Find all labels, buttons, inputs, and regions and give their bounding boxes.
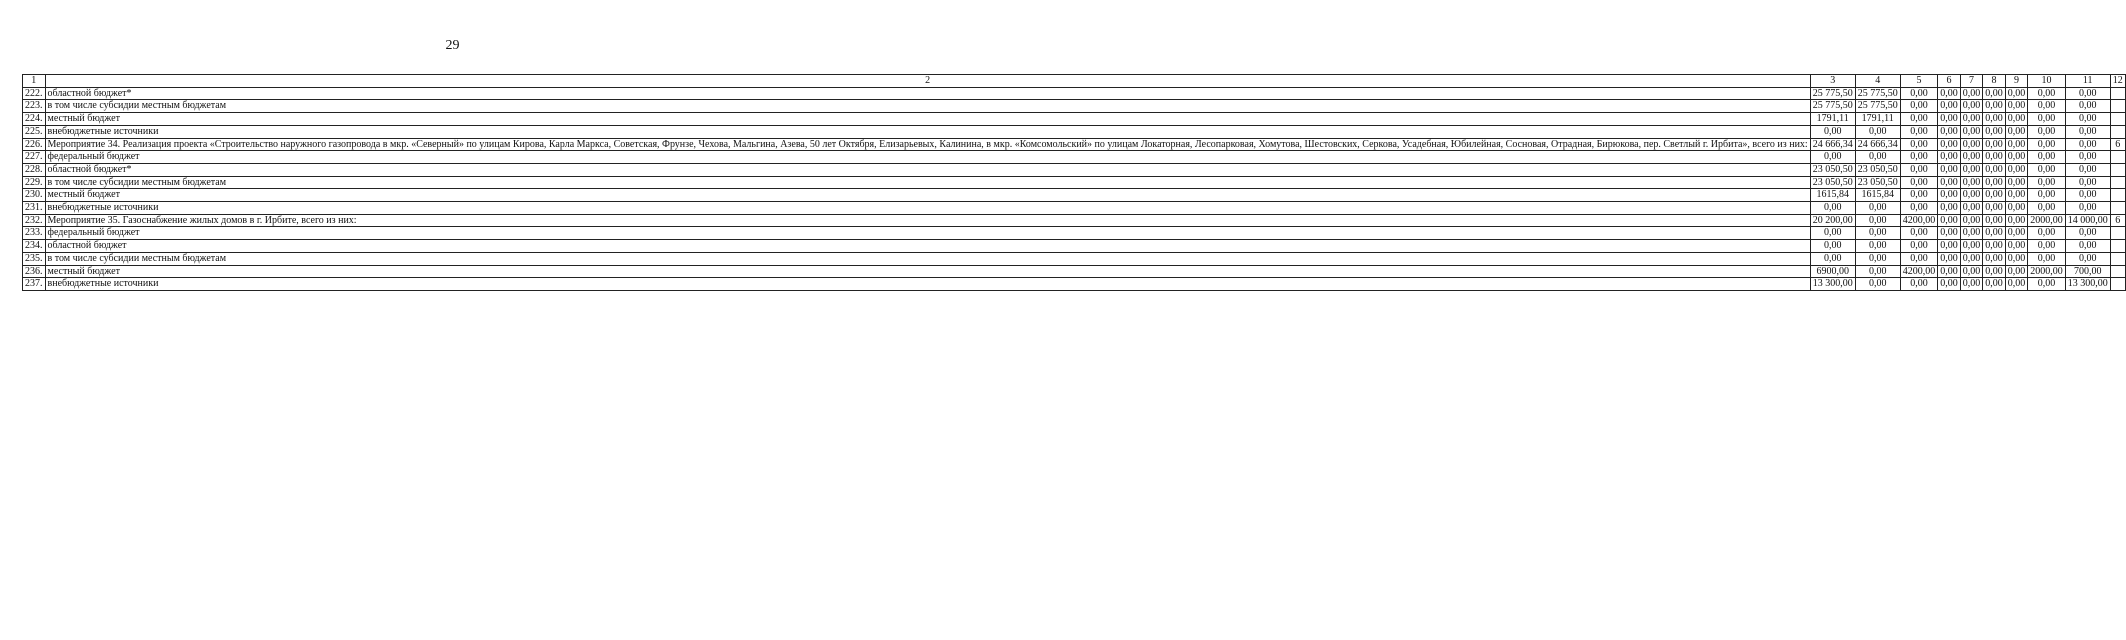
value-cell: 0,00 — [2028, 189, 2066, 202]
table-row — [23, 87, 2126, 100]
value-cell: 0,00 — [1938, 202, 1961, 215]
value-cell: 0,00 — [1983, 240, 2006, 253]
value-cell: 0,00 — [1855, 265, 1900, 278]
column-12-cell — [2110, 176, 2125, 189]
value-cell: 0,00 — [1960, 138, 1983, 151]
value-cell: 0,00 — [2005, 214, 2028, 227]
value-cell: 0,00 — [1855, 252, 1900, 265]
value-cell: 0,00 — [1900, 125, 1938, 138]
value-cell: 0,00 — [2065, 202, 2110, 215]
value-cell: 0,00 — [2005, 100, 2028, 113]
value-cell: 0,00 — [1960, 265, 1983, 278]
value-cell: 0,00 — [1960, 100, 1983, 113]
value-cell: 0,00 — [2005, 151, 2028, 164]
row-number-cell: 233. — [23, 227, 46, 240]
value-cell: 0,00 — [1855, 240, 1900, 253]
column-12-cell — [2110, 240, 2125, 253]
value-cell: 0,00 — [1938, 214, 1961, 227]
value-cell: 23 050,50 — [1810, 176, 1855, 189]
row-name-cell: внебюджетные источники — [45, 202, 1810, 215]
value-cell: 1615,84 — [1810, 189, 1855, 202]
column-number-cell: 8 — [1983, 75, 2006, 88]
value-cell: 0,00 — [1960, 227, 1983, 240]
row-name-cell: в том числе субсидии местным бюджетам — [45, 176, 1810, 189]
value-cell: 0,00 — [1855, 214, 1900, 227]
row-name-cell: в том числе субсидии местным бюджетам — [45, 100, 1810, 113]
value-cell: 0,00 — [1983, 252, 2006, 265]
value-cell: 25 775,50 — [1855, 100, 1900, 113]
column-number-cell: 12 — [2110, 75, 2125, 88]
value-cell: 0,00 — [1900, 163, 1938, 176]
row-number-cell: 229. — [23, 176, 46, 189]
value-cell: 0,00 — [2005, 87, 2028, 100]
value-cell: 0,00 — [1938, 87, 1961, 100]
table-row — [23, 227, 2126, 240]
value-cell: 0,00 — [1960, 176, 1983, 189]
value-cell: 0,00 — [1938, 125, 1961, 138]
value-cell: 0,00 — [1938, 189, 1961, 202]
value-cell: 0,00 — [2005, 278, 2028, 291]
value-cell: 0,00 — [1983, 163, 2006, 176]
value-cell: 0,00 — [1938, 138, 1961, 151]
value-cell: 0,00 — [1960, 252, 1983, 265]
row-number-cell: 228. — [23, 163, 46, 176]
column-12-cell — [2110, 125, 2125, 138]
value-cell: 24 666,34 — [1855, 138, 1900, 151]
value-cell: 0,00 — [1900, 113, 1938, 126]
row-name-cell: федеральный бюджет — [45, 227, 1810, 240]
table-row — [23, 151, 2126, 164]
budget-table-body — [23, 75, 2126, 291]
value-cell: 0,00 — [1900, 202, 1938, 215]
value-cell: 25 775,50 — [1855, 87, 1900, 100]
value-cell: 0,00 — [1983, 227, 2006, 240]
value-cell: 1791,11 — [1810, 113, 1855, 126]
value-cell: 0,00 — [2005, 252, 2028, 265]
value-cell: 0,00 — [2065, 252, 2110, 265]
row-number-cell: 237. — [23, 278, 46, 291]
column-12-cell — [2110, 252, 2125, 265]
column-12-cell — [2110, 202, 2125, 215]
value-cell: 0,00 — [1983, 189, 2006, 202]
row-number-cell: 235. — [23, 252, 46, 265]
value-cell: 0,00 — [1938, 252, 1961, 265]
value-cell: 0,00 — [2028, 138, 2066, 151]
table-row — [23, 278, 2126, 291]
column-number-cell: 1 — [23, 75, 46, 88]
value-cell: 0,00 — [1900, 100, 1938, 113]
value-cell: 0,00 — [1938, 151, 1961, 164]
table-row — [23, 214, 2126, 227]
value-cell: 0,00 — [2005, 227, 2028, 240]
value-cell: 0,00 — [1938, 113, 1961, 126]
value-cell: 0,00 — [2005, 113, 2028, 126]
row-name-cell: Мероприятие 34. Реализация проекта «Строительство наружного газопровода в мкр. «Северный» по улицам Кирова, Карла Маркса, Советская, Фрунзе, Чехова, Мальгина, Азева, 50 лет Октября, Елизарьевых, Калинина, в мкр. «Комсомольский» по улицам Локаторная, Лесопарковая, Хомутова, Шестовских, Серкова, Усадебная, Юбилейная, Сосновая, Отрадная, Бирюкова, пер. Светлый г. Ирбита», всего из них: — [45, 138, 1810, 151]
value-cell: 0,00 — [1938, 278, 1961, 291]
value-cell: 2000,00 — [2028, 214, 2066, 227]
value-cell: 0,00 — [2065, 176, 2110, 189]
value-cell: 0,00 — [2005, 163, 2028, 176]
budget-table — [22, 74, 2126, 291]
column-number-cell: 2 — [45, 75, 1810, 88]
value-cell: 1791,11 — [1855, 113, 1900, 126]
value-cell: 20 200,00 — [1810, 214, 1855, 227]
value-cell: 0,00 — [1938, 240, 1961, 253]
value-cell: 0,00 — [1810, 240, 1855, 253]
column-number-cell: 7 — [1960, 75, 1983, 88]
value-cell: 0,00 — [2065, 163, 2110, 176]
value-cell: 0,00 — [2005, 265, 2028, 278]
value-cell: 0,00 — [1855, 151, 1900, 164]
value-cell: 0,00 — [2028, 202, 2066, 215]
value-cell: 0,00 — [2028, 278, 2066, 291]
value-cell: 0,00 — [1855, 278, 1900, 291]
value-cell: 0,00 — [2065, 113, 2110, 126]
column-number-cell: 10 — [2028, 75, 2066, 88]
row-number-cell: 224. — [23, 113, 46, 126]
value-cell: 0,00 — [2028, 100, 2066, 113]
table-row — [23, 113, 2126, 126]
value-cell: 0,00 — [1983, 125, 2006, 138]
value-cell: 0,00 — [1960, 125, 1983, 138]
value-cell: 0,00 — [2005, 138, 2028, 151]
value-cell: 0,00 — [1938, 227, 1961, 240]
value-cell: 23 050,50 — [1855, 176, 1900, 189]
value-cell: 0,00 — [1900, 87, 1938, 100]
row-number-cell: 223. — [23, 100, 46, 113]
row-name-cell: областной бюджет* — [45, 163, 1810, 176]
row-number-cell: 236. — [23, 265, 46, 278]
value-cell: 0,00 — [1900, 227, 1938, 240]
value-cell: 0,00 — [1983, 278, 2006, 291]
value-cell: 0,00 — [2028, 163, 2066, 176]
value-cell: 0,00 — [1960, 202, 1983, 215]
column-12-cell — [2110, 87, 2125, 100]
value-cell: 0,00 — [2005, 240, 2028, 253]
column-12-cell: 6 — [2110, 138, 2125, 151]
value-cell: 0,00 — [2028, 240, 2066, 253]
value-cell: 4200,00 — [1900, 265, 1938, 278]
value-cell: 0,00 — [1810, 227, 1855, 240]
value-cell: 0,00 — [1960, 113, 1983, 126]
value-cell: 4200,00 — [1900, 214, 1938, 227]
row-number-cell: 227. — [23, 151, 46, 164]
column-number-cell: 5 — [1900, 75, 1938, 88]
value-cell: 0,00 — [1983, 265, 2006, 278]
column-12-cell — [2110, 151, 2125, 164]
table-row — [23, 163, 2126, 176]
table-row — [23, 252, 2126, 265]
table-row — [23, 202, 2126, 215]
value-cell: 0,00 — [1960, 189, 1983, 202]
column-number-row — [23, 75, 2126, 88]
row-number-cell: 234. — [23, 240, 46, 253]
column-number-cell: 11 — [2065, 75, 2110, 88]
row-number-cell: 225. — [23, 125, 46, 138]
value-cell: 0,00 — [2065, 151, 2110, 164]
value-cell: 14 000,00 — [2065, 214, 2110, 227]
value-cell: 25 775,50 — [1810, 87, 1855, 100]
row-name-cell: внебюджетные источники — [45, 125, 1810, 138]
value-cell: 0,00 — [2065, 100, 2110, 113]
column-12-cell — [2110, 113, 2125, 126]
value-cell: 0,00 — [1938, 176, 1961, 189]
column-12-cell: 6 — [2110, 214, 2125, 227]
table-row — [23, 189, 2126, 202]
value-cell: 25 775,50 — [1810, 100, 1855, 113]
row-name-cell: в том числе субсидии местным бюджетам — [45, 252, 1810, 265]
value-cell: 700,00 — [2065, 265, 2110, 278]
table-row — [23, 265, 2126, 278]
value-cell: 0,00 — [1900, 278, 1938, 291]
value-cell: 0,00 — [1855, 125, 1900, 138]
row-name-cell: федеральный бюджет — [45, 151, 1810, 164]
value-cell: 0,00 — [2005, 202, 2028, 215]
table-row — [23, 100, 2126, 113]
value-cell: 0,00 — [1938, 163, 1961, 176]
value-cell: 0,00 — [2028, 125, 2066, 138]
value-cell: 0,00 — [1983, 113, 2006, 126]
row-name-cell: Мероприятие 35. Газоснабжение жилых домов в г. Ирбите, всего из них: — [45, 214, 1810, 227]
value-cell: 0,00 — [1810, 252, 1855, 265]
value-cell: 13 300,00 — [1810, 278, 1855, 291]
row-number-cell: 222. — [23, 87, 46, 100]
value-cell: 0,00 — [1938, 265, 1961, 278]
value-cell: 0,00 — [1960, 240, 1983, 253]
row-number-cell: 232. — [23, 214, 46, 227]
row-name-cell: местный бюджет — [45, 189, 1810, 202]
value-cell: 0,00 — [1960, 214, 1983, 227]
value-cell: 0,00 — [2065, 87, 2110, 100]
value-cell: 0,00 — [1983, 151, 2006, 164]
value-cell: 6900,00 — [1810, 265, 1855, 278]
value-cell: 0,00 — [2028, 176, 2066, 189]
value-cell: 0,00 — [1983, 138, 2006, 151]
column-12-cell — [2110, 265, 2125, 278]
value-cell: 0,00 — [1983, 87, 2006, 100]
value-cell: 0,00 — [2065, 125, 2110, 138]
table-row — [23, 240, 2126, 253]
row-name-cell: областной бюджет — [45, 240, 1810, 253]
value-cell: 0,00 — [1900, 176, 1938, 189]
value-cell: 0,00 — [1900, 189, 1938, 202]
value-cell: 0,00 — [1900, 252, 1938, 265]
value-cell: 0,00 — [1855, 202, 1900, 215]
value-cell: 0,00 — [2028, 151, 2066, 164]
value-cell: 0,00 — [2065, 240, 2110, 253]
value-cell: 0,00 — [1983, 176, 2006, 189]
column-12-cell — [2110, 278, 2125, 291]
value-cell: 0,00 — [2005, 176, 2028, 189]
row-number-cell: 230. — [23, 189, 46, 202]
value-cell: 0,00 — [2028, 113, 2066, 126]
table-row — [23, 138, 2126, 151]
page-number: 29 — [445, 38, 460, 53]
value-cell: 0,00 — [1938, 100, 1961, 113]
value-cell: 23 050,50 — [1855, 163, 1900, 176]
column-number-cell: 4 — [1855, 75, 1900, 88]
table-row — [23, 125, 2126, 138]
value-cell: 23 050,50 — [1810, 163, 1855, 176]
column-12-cell — [2110, 163, 2125, 176]
table-row — [23, 176, 2126, 189]
value-cell: 0,00 — [2005, 189, 2028, 202]
value-cell: 0,00 — [1960, 87, 1983, 100]
value-cell: 0,00 — [2028, 227, 2066, 240]
value-cell: 0,00 — [1900, 151, 1938, 164]
value-cell: 13 300,00 — [2065, 278, 2110, 291]
value-cell: 0,00 — [1960, 278, 1983, 291]
row-number-cell: 231. — [23, 202, 46, 215]
value-cell: 0,00 — [2065, 227, 2110, 240]
value-cell: 0,00 — [1810, 151, 1855, 164]
value-cell: 0,00 — [2028, 87, 2066, 100]
column-number-cell: 6 — [1938, 75, 1961, 88]
value-cell: 0,00 — [1960, 151, 1983, 164]
value-cell: 24 666,34 — [1810, 138, 1855, 151]
row-name-cell: областной бюджет* — [45, 87, 1810, 100]
column-number-cell: 9 — [2005, 75, 2028, 88]
value-cell: 1615,84 — [1855, 189, 1900, 202]
value-cell: 0,00 — [1810, 125, 1855, 138]
value-cell: 0,00 — [1900, 240, 1938, 253]
value-cell: 0,00 — [1983, 214, 2006, 227]
row-name-cell: местный бюджет — [45, 265, 1810, 278]
value-cell: 0,00 — [1983, 202, 2006, 215]
column-12-cell — [2110, 189, 2125, 202]
column-12-cell — [2110, 100, 2125, 113]
value-cell: 0,00 — [2028, 252, 2066, 265]
value-cell: 2000,00 — [2028, 265, 2066, 278]
value-cell: 0,00 — [1810, 202, 1855, 215]
value-cell: 0,00 — [2005, 125, 2028, 138]
column-12-cell — [2110, 227, 2125, 240]
value-cell: 0,00 — [1900, 138, 1938, 151]
row-name-cell: внебюджетные источники — [45, 278, 1810, 291]
value-cell: 0,00 — [1983, 100, 2006, 113]
row-number-cell: 226. — [23, 138, 46, 151]
value-cell: 0,00 — [2065, 138, 2110, 151]
value-cell: 0,00 — [2065, 189, 2110, 202]
value-cell: 0,00 — [1960, 163, 1983, 176]
column-number-cell: 3 — [1810, 75, 1855, 88]
row-name-cell: местный бюджет — [45, 113, 1810, 126]
value-cell: 0,00 — [1855, 227, 1900, 240]
